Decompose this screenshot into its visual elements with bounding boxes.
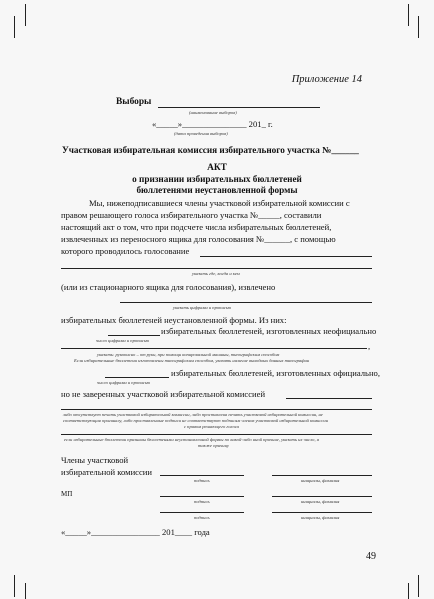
intro-line-3: настоящий акт о том, что при подсчете числа избирательных бюллетеней, xyxy=(61,222,332,232)
crop-mark xyxy=(418,575,419,597)
other-hint-1: если избирательные бюллетени признаны бюллетенями неустановленной формы по какой-либо иной причине, указать их число, а xyxy=(64,437,320,442)
name-line-2 xyxy=(272,496,372,497)
other-reason-line xyxy=(61,434,372,435)
page-number: 49 xyxy=(366,551,376,562)
crop-mark xyxy=(25,4,26,26)
members-label-1: Члены участковой xyxy=(61,455,129,465)
elections-date-hint: (дата проведения выборов) xyxy=(174,131,228,136)
act-subtitle-1: о признании избирательных бюллетеней xyxy=(132,174,302,184)
crop-mark xyxy=(14,575,15,597)
other-hint-2: также причину xyxy=(198,443,229,448)
intro-line-5: которого проводилось голосование xyxy=(61,246,190,256)
appendix-label: Приложение 14 xyxy=(291,74,362,85)
item2-digits-hint: число цифрами и прописью xyxy=(97,380,151,385)
stamp-placeholder: МП xyxy=(61,490,73,498)
elections-label: Выборы xyxy=(116,97,152,107)
item2-count-line xyxy=(105,377,169,378)
stamp-hint-2: соответствующая оригиналу, либо проставленные подписи не соответствуют подписям членов участковой избирательной комиссии xyxy=(63,418,328,423)
intro-line-2: правом решающего голоса избирательного участка №_____, составили xyxy=(61,210,322,220)
method-hint: указать: рукописно – от руки, при помощи копировальной машины, типографским способом xyxy=(97,352,280,357)
name-line-3 xyxy=(272,512,372,513)
stamp-hint-3: с правом решающего голоса xyxy=(184,424,239,429)
crop-mark xyxy=(14,16,15,38)
elections-date: «_____»_______________ 201_ г. xyxy=(152,119,273,129)
stamp-hint-1: либо отсутствует печать участковой избирательной комиссии, либо проставлена печать участковой избирательной комиссии, не xyxy=(63,412,323,417)
act-date: «_____»________________ 201____ года xyxy=(61,527,210,537)
item1-comma: , xyxy=(368,341,371,351)
name-hint-3: инициалы, фамилия xyxy=(301,515,340,520)
intro-line-7: избирательных бюллетеней неустановленной формы. Из них: xyxy=(61,315,287,325)
elections-name-line xyxy=(158,107,320,108)
commission-line: Участковая избирательная комиссия избирательного участка №______ xyxy=(62,145,359,155)
signature-line-3 xyxy=(160,512,244,513)
item1-text: избирательных бюллетеней, изготовленных неофициально xyxy=(161,326,377,336)
intro-line-4: извлеченных из переносного ящика для голосования №______, с помощью xyxy=(61,234,336,244)
signature-hint-3: подпись xyxy=(194,515,210,520)
item2-signature-line xyxy=(286,398,372,399)
elections-name-hint: (наименование выборов) xyxy=(189,110,237,115)
count-line xyxy=(120,302,372,303)
where-hint: указать где, когда и кем xyxy=(192,271,240,276)
crop-mark xyxy=(25,583,26,599)
signature-line-2 xyxy=(160,496,244,497)
item1-digits-hint: число цифрами и прописью xyxy=(96,338,150,343)
name-hint-1: инициалы, фамилия xyxy=(301,478,340,483)
voting-place-line-1 xyxy=(200,256,372,257)
name-hint-2: инициалы, фамилия xyxy=(301,499,340,504)
printed-hint: Если избирательные бюллетени изготовлены типографским способом, указать наличие выходных данных типографии xyxy=(74,358,310,363)
item2-reason-line xyxy=(61,409,372,410)
item2-line-2: но не заверенных участковой избирательной комиссией xyxy=(61,389,266,399)
act-subtitle-2: бюллетенями неустановленной формы xyxy=(136,185,298,195)
count-hint: указать цифрами и прописью xyxy=(173,305,232,310)
item2-text: избирательных бюллетеней, изготовленных официально, xyxy=(171,368,380,378)
item1-method-line xyxy=(61,348,367,349)
crop-mark xyxy=(408,583,409,599)
crop-mark xyxy=(418,16,419,38)
act-title: АКТ xyxy=(207,163,227,173)
intro-line-6: (или из стационарного ящика для голосования), извлечено xyxy=(61,282,276,292)
signature-hint-1: подпись xyxy=(194,478,210,483)
intro-line-1: Мы, нижеподписавшиеся члены участковой избирательной комиссии с xyxy=(89,198,350,208)
signature-line-1 xyxy=(160,475,244,476)
name-line-1 xyxy=(272,475,372,476)
members-label-2: избирательной комиссии xyxy=(61,467,153,477)
voting-place-line-2 xyxy=(61,268,372,269)
crop-mark xyxy=(408,4,409,26)
signature-hint-2: подпись xyxy=(194,499,210,504)
item1-count-line xyxy=(108,335,160,336)
